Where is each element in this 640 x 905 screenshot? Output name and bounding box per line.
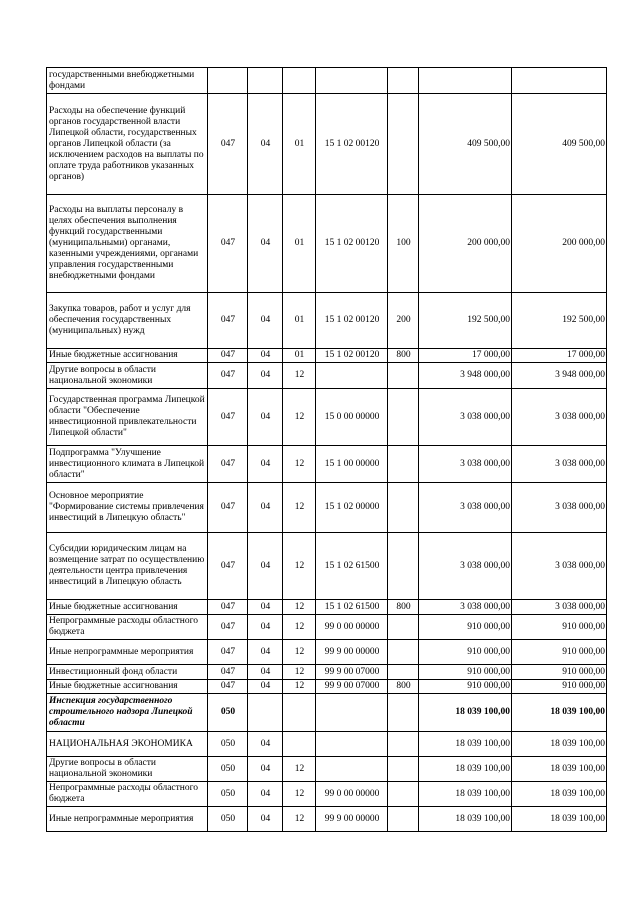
table-row bbox=[47, 600, 607, 615]
section-code-cell: 04 bbox=[248, 446, 283, 483]
table-row bbox=[47, 363, 607, 389]
expense-type-code-cell bbox=[388, 483, 419, 533]
amount-year-2-cell: 910 000,00 bbox=[512, 615, 607, 640]
ministry-code-cell: 047 bbox=[208, 640, 248, 665]
expense-type-code-cell bbox=[388, 533, 419, 600]
expense-type-code-cell: 100 bbox=[388, 195, 419, 293]
target-article-code-cell: 15 0 00 00000 bbox=[316, 389, 388, 446]
amount-year-2-cell bbox=[512, 68, 607, 94]
amount-year-2-cell: 18 039 100,00 bbox=[512, 757, 607, 782]
target-article-code-cell: 15 1 02 00000 bbox=[316, 483, 388, 533]
section-code-cell: 04 bbox=[248, 680, 283, 694]
amount-year-1-cell: 200 000,00 bbox=[419, 195, 512, 293]
subsection-code-cell: 12 bbox=[283, 640, 316, 665]
subsection-code-cell: 01 bbox=[283, 349, 316, 363]
subsection-code-cell: 01 bbox=[283, 94, 316, 195]
expense-type-code-cell bbox=[388, 615, 419, 640]
expense-type-code-cell: 200 bbox=[388, 293, 419, 349]
ministry-code-cell: 047 bbox=[208, 293, 248, 349]
expense-name-cell: Иные непрограммные мероприятия bbox=[47, 640, 208, 665]
amount-year-2-cell: 3 038 000,00 bbox=[512, 483, 607, 533]
table-row bbox=[47, 389, 607, 446]
target-article-code-cell: 15 1 02 00120 bbox=[316, 94, 388, 195]
amount-year-1-cell: 910 000,00 bbox=[419, 640, 512, 665]
table-row bbox=[47, 68, 607, 94]
section-code-cell bbox=[248, 694, 283, 732]
expense-type-code-cell bbox=[388, 363, 419, 389]
target-article-code-cell bbox=[316, 732, 388, 757]
table-row bbox=[47, 94, 607, 195]
subsection-code-cell: 12 bbox=[283, 680, 316, 694]
expense-name-cell: НАЦИОНАЛЬНАЯ ЭКОНОМИКА bbox=[47, 732, 208, 757]
ministry-code-cell: 050 bbox=[208, 807, 248, 832]
expense-type-code-cell bbox=[388, 782, 419, 807]
expense-type-code-cell bbox=[388, 757, 419, 782]
subsection-code-cell: 12 bbox=[283, 615, 316, 640]
ministry-code-cell: 047 bbox=[208, 94, 248, 195]
section-code-cell: 04 bbox=[248, 483, 283, 533]
table-row bbox=[47, 293, 607, 349]
section-code-cell: 04 bbox=[248, 389, 283, 446]
section-code-cell: 04 bbox=[248, 349, 283, 363]
amount-year-2-cell: 192 500,00 bbox=[512, 293, 607, 349]
ministry-code-cell: 050 bbox=[208, 694, 248, 732]
section-code-cell: 04 bbox=[248, 665, 283, 680]
expense-type-code-cell bbox=[388, 94, 419, 195]
expense-name-cell: Другие вопросы в области национальной экономики bbox=[47, 757, 208, 782]
section-code-cell: 04 bbox=[248, 533, 283, 600]
subsection-code-cell: 01 bbox=[283, 195, 316, 293]
expense-type-code-cell bbox=[388, 640, 419, 665]
subsection-code-cell: 01 bbox=[283, 293, 316, 349]
amount-year-2-cell: 17 000,00 bbox=[512, 349, 607, 363]
ministry-code-cell: 050 bbox=[208, 732, 248, 757]
expense-type-code-cell: 800 bbox=[388, 600, 419, 615]
expense-name-cell: Непрограммные расходы областного бюджета bbox=[47, 782, 208, 807]
target-article-code-cell: 15 1 02 00120 bbox=[316, 195, 388, 293]
target-article-code-cell: 15 1 00 00000 bbox=[316, 446, 388, 483]
amount-year-1-cell: 910 000,00 bbox=[419, 680, 512, 694]
amount-year-1-cell: 17 000,00 bbox=[419, 349, 512, 363]
amount-year-1-cell: 18 039 100,00 bbox=[419, 807, 512, 832]
section-code-cell: 04 bbox=[248, 732, 283, 757]
amount-year-1-cell: 3 038 000,00 bbox=[419, 533, 512, 600]
amount-year-2-cell: 18 039 100,00 bbox=[512, 782, 607, 807]
amount-year-1-cell: 3 038 000,00 bbox=[419, 446, 512, 483]
expense-name-cell: государственными внебюджетными фондами bbox=[47, 68, 208, 94]
target-article-code-cell bbox=[316, 694, 388, 732]
table-row bbox=[47, 483, 607, 533]
budget-table bbox=[46, 67, 607, 832]
ministry-code-cell: 047 bbox=[208, 363, 248, 389]
table-row bbox=[47, 807, 607, 832]
expense-type-code-cell bbox=[388, 665, 419, 680]
amount-year-1-cell: 3 038 000,00 bbox=[419, 600, 512, 615]
target-article-code-cell: 99 9 00 00000 bbox=[316, 640, 388, 665]
subsection-code-cell: 12 bbox=[283, 665, 316, 680]
ministry-code-cell: 047 bbox=[208, 600, 248, 615]
expense-name-cell: Непрограммные расходы областного бюджета bbox=[47, 615, 208, 640]
subsection-code-cell: 12 bbox=[283, 363, 316, 389]
amount-year-1-cell: 192 500,00 bbox=[419, 293, 512, 349]
subsection-code-cell bbox=[283, 732, 316, 757]
target-article-code-cell: 15 1 02 61500 bbox=[316, 533, 388, 600]
table-row bbox=[47, 680, 607, 694]
expense-type-code-cell bbox=[388, 389, 419, 446]
expense-name-cell: Другие вопросы в области национальной экономики bbox=[47, 363, 208, 389]
target-article-code-cell: 99 9 00 00000 bbox=[316, 807, 388, 832]
amount-year-2-cell: 18 039 100,00 bbox=[512, 732, 607, 757]
amount-year-2-cell: 3 038 000,00 bbox=[512, 533, 607, 600]
expense-type-code-cell bbox=[388, 694, 419, 732]
target-article-code-cell: 15 1 02 00120 bbox=[316, 293, 388, 349]
amount-year-1-cell bbox=[419, 68, 512, 94]
amount-year-2-cell: 3 038 000,00 bbox=[512, 600, 607, 615]
amount-year-1-cell: 910 000,00 bbox=[419, 665, 512, 680]
expense-name-cell: Расходы на выплаты персоналу в целях обеспечения выполнения функций государственными (муниципальными) органами, казенными учреждениями, органами управления государственными внебюджетными фондами bbox=[47, 195, 208, 293]
section-code-cell: 04 bbox=[248, 195, 283, 293]
amount-year-1-cell: 18 039 100,00 bbox=[419, 732, 512, 757]
subsection-code-cell: 12 bbox=[283, 757, 316, 782]
ministry-code-cell: 050 bbox=[208, 757, 248, 782]
target-article-code-cell bbox=[316, 68, 388, 94]
table-row bbox=[47, 640, 607, 665]
section-code-cell: 04 bbox=[248, 293, 283, 349]
table-row bbox=[47, 732, 607, 757]
target-article-code-cell bbox=[316, 757, 388, 782]
section-code-cell: 04 bbox=[248, 363, 283, 389]
ministry-code-cell: 047 bbox=[208, 195, 248, 293]
expense-name-cell: Иные бюджетные ассигнования bbox=[47, 349, 208, 363]
ministry-code-cell: 047 bbox=[208, 533, 248, 600]
section-code-cell: 04 bbox=[248, 640, 283, 665]
expense-type-code-cell: 800 bbox=[388, 680, 419, 694]
table-row bbox=[47, 446, 607, 483]
ministry-code-cell: 047 bbox=[208, 389, 248, 446]
section-code-cell: 04 bbox=[248, 615, 283, 640]
expense-name-cell: Инвестиционный фонд области bbox=[47, 665, 208, 680]
expense-type-code-cell: 800 bbox=[388, 349, 419, 363]
table-row bbox=[47, 782, 607, 807]
expense-name-cell: Иные бюджетные ассигнования bbox=[47, 680, 208, 694]
expense-name-cell: Государственная программа Липецкой области "Обеспечение инвестиционной привлекательности Липецкой области" bbox=[47, 389, 208, 446]
subsection-code-cell: 12 bbox=[283, 446, 316, 483]
amount-year-1-cell: 409 500,00 bbox=[419, 94, 512, 195]
ministry-code-cell: 047 bbox=[208, 665, 248, 680]
expense-name-cell: Подпрограмма "Улучшение инвестиционного климата в Липецкой области" bbox=[47, 446, 208, 483]
table-row bbox=[47, 665, 607, 680]
section-code-cell: 04 bbox=[248, 757, 283, 782]
amount-year-2-cell: 3 038 000,00 bbox=[512, 389, 607, 446]
expense-name-cell: Расходы на обеспечение функций органов государственной власти Липецкой области, государственных органов Липецкой области (за исключением расходов на выплаты по оплате труда работников указанных органов) bbox=[47, 94, 208, 195]
expense-name-cell: Иные бюджетные ассигнования bbox=[47, 600, 208, 615]
amount-year-2-cell: 409 500,00 bbox=[512, 94, 607, 195]
amount-year-1-cell: 3 948 000,00 bbox=[419, 363, 512, 389]
amount-year-2-cell: 910 000,00 bbox=[512, 680, 607, 694]
ministry-code-cell: 047 bbox=[208, 680, 248, 694]
target-article-code-cell: 99 0 00 00000 bbox=[316, 615, 388, 640]
subsection-code-cell bbox=[283, 68, 316, 94]
amount-year-1-cell: 18 039 100,00 bbox=[419, 694, 512, 732]
subsection-code-cell: 12 bbox=[283, 533, 316, 600]
subsection-code-cell bbox=[283, 694, 316, 732]
ministry-code-cell: 047 bbox=[208, 446, 248, 483]
expense-name-cell: Иные непрограммные мероприятия bbox=[47, 807, 208, 832]
target-article-code-cell: 15 1 02 61500 bbox=[316, 600, 388, 615]
expense-name-cell: Закупка товаров, работ и услуг для обеспечения государственных (муниципальных) нужд bbox=[47, 293, 208, 349]
section-code-cell: 04 bbox=[248, 600, 283, 615]
expense-name-cell: Инспекция государственного строительного надзора Липецкой области bbox=[47, 694, 208, 732]
table-row bbox=[47, 615, 607, 640]
subsection-code-cell: 12 bbox=[283, 483, 316, 533]
amount-year-2-cell: 910 000,00 bbox=[512, 640, 607, 665]
expense-name-cell: Основное мероприятие "Формирование системы привлечения инвестиций в Липецкую область" bbox=[47, 483, 208, 533]
target-article-code-cell bbox=[316, 363, 388, 389]
section-code-cell bbox=[248, 68, 283, 94]
table-row bbox=[47, 349, 607, 363]
amount-year-2-cell: 18 039 100,00 bbox=[512, 694, 607, 732]
amount-year-2-cell: 200 000,00 bbox=[512, 195, 607, 293]
ministry-code-cell: 047 bbox=[208, 349, 248, 363]
ministry-code-cell bbox=[208, 68, 248, 94]
subsection-code-cell: 12 bbox=[283, 807, 316, 832]
table-row bbox=[47, 533, 607, 600]
target-article-code-cell: 99 9 00 07000 bbox=[316, 680, 388, 694]
amount-year-1-cell: 18 039 100,00 bbox=[419, 757, 512, 782]
subsection-code-cell: 12 bbox=[283, 782, 316, 807]
target-article-code-cell: 99 0 00 00000 bbox=[316, 782, 388, 807]
ministry-code-cell: 050 bbox=[208, 782, 248, 807]
expense-name-cell: Субсидии юридическим лицам на возмещение затрат по осуществлению деятельности центра привлечения инвестиций в Липецкую область bbox=[47, 533, 208, 600]
expense-type-code-cell bbox=[388, 807, 419, 832]
amount-year-1-cell: 3 038 000,00 bbox=[419, 389, 512, 446]
ministry-code-cell: 047 bbox=[208, 483, 248, 533]
target-article-code-cell: 15 1 02 00120 bbox=[316, 349, 388, 363]
section-code-cell: 04 bbox=[248, 782, 283, 807]
amount-year-2-cell: 910 000,00 bbox=[512, 665, 607, 680]
expense-type-code-cell bbox=[388, 732, 419, 757]
amount-year-1-cell: 18 039 100,00 bbox=[419, 782, 512, 807]
section-code-cell: 04 bbox=[248, 94, 283, 195]
subsection-code-cell: 12 bbox=[283, 600, 316, 615]
table-row bbox=[47, 694, 607, 732]
amount-year-2-cell: 3 038 000,00 bbox=[512, 446, 607, 483]
amount-year-2-cell: 18 039 100,00 bbox=[512, 807, 607, 832]
expense-type-code-cell bbox=[388, 446, 419, 483]
amount-year-1-cell: 3 038 000,00 bbox=[419, 483, 512, 533]
table-row bbox=[47, 757, 607, 782]
ministry-code-cell: 047 bbox=[208, 615, 248, 640]
table-body bbox=[47, 68, 607, 832]
amount-year-1-cell: 910 000,00 bbox=[419, 615, 512, 640]
subsection-code-cell: 12 bbox=[283, 389, 316, 446]
target-article-code-cell: 99 9 00 07000 bbox=[316, 665, 388, 680]
expense-type-code-cell bbox=[388, 68, 419, 94]
amount-year-2-cell: 3 948 000,00 bbox=[512, 363, 607, 389]
section-code-cell: 04 bbox=[248, 807, 283, 832]
table-row bbox=[47, 195, 607, 293]
